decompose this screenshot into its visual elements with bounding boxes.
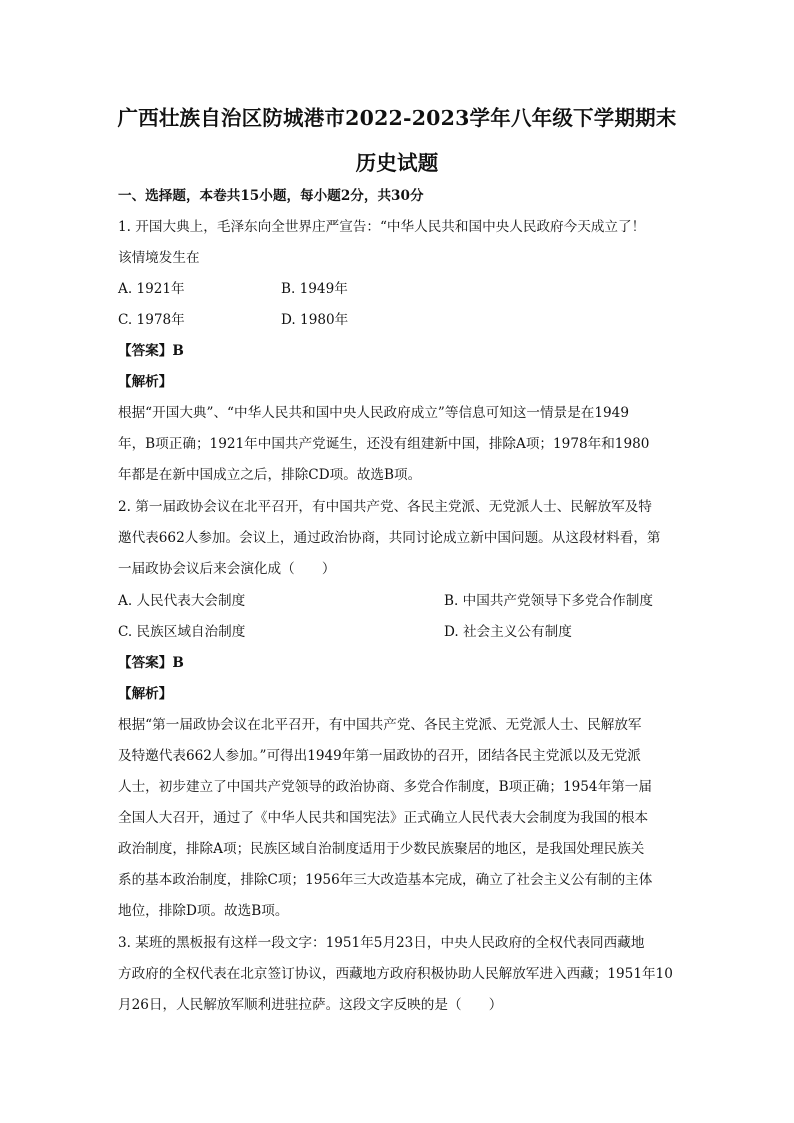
q1-option-d: D. 1980年 xyxy=(281,312,349,328)
q1-answer: 【答案】B xyxy=(118,343,184,359)
q3-stem-line1: 3. 某班的黑板报有这样一段文字：1951年5月23日，中央人民政府的全权代表同西藏地 xyxy=(118,935,645,951)
q2-analysis-line5: 政治制度，排除A项；民族区域自治制度适用于少数民族聚居的地区，是我国处理民族关 xyxy=(118,841,645,857)
q1-stem-line2: 该情境发生在 xyxy=(118,250,200,266)
q3-stem-line3: 月26日，人民解放军顺利进驻拉萨。这段文字反映的是（ ） xyxy=(118,997,503,1013)
q1-option-c: C. 1978年 xyxy=(118,312,185,328)
document-title-line2: 历史试题 xyxy=(355,151,439,175)
q1-stem-line1: 1. 开国大典上，毛泽东向全世界庄严宣告：“中华人民共和国中央人民政府今天成立了！ xyxy=(118,219,646,235)
document-title-line1: 广西壮族自治区防城港市2022-2023学年八年级下学期期末 xyxy=(117,106,677,130)
q1-analysis-line2: 年，B项正确；1921年中国共产党诞生，还没有组建新中国，排除A项；1978年和1980 xyxy=(118,436,650,452)
q1-option-a: A. 1921年 xyxy=(118,281,185,297)
q2-analysis-line3: 人士，初步建立了中国共产党领导的政治协商、多党合作制度，B项正确；1954年第一届 xyxy=(118,779,652,795)
q2-stem-line3: 一届政协会议后来会演化成（ ） xyxy=(118,561,336,577)
q2-analysis-line6: 系的基本政治制度，排除C项；1956年三大改造基本完成，确立了社会主义公有制的主体 xyxy=(118,872,653,888)
q2-stem-line2: 邀代表662人参加。会议上，通过政治协商，共同讨论成立新中国问题。从这段材料看，第 xyxy=(118,530,661,546)
q1-analysis-line3: 年都是在新中国成立之后，排除CD项。故选B项。 xyxy=(118,467,422,483)
q2-analysis-label: 【解析】 xyxy=(118,686,173,702)
q2-option-c: C. 民族区域自治制度 xyxy=(118,624,246,640)
q1-analysis-line1: 根据“开国大典”、“中华人民共和国中央人民政府成立”等信息可知这一情景是在1949 xyxy=(118,405,629,421)
q2-option-a: A. 人民代表大会制度 xyxy=(118,593,246,609)
q1-analysis-label: 【解析】 xyxy=(118,374,173,390)
q2-analysis-line2: 及特邀代表662人参加。”可得出1949年第一届政协的召开，团结各民主党派以及无党派 xyxy=(118,748,641,764)
q3-stem-line2: 方政府的全权代表在北京签订协议，西藏地方政府积极协助人民解放军进入西藏；1951年10 xyxy=(118,966,673,982)
q2-option-b: B. 中国共产党领导下多党合作制度 xyxy=(444,593,653,609)
q2-answer: 【答案】B xyxy=(118,655,184,671)
q2-analysis-line1: 根据“第一届政协会议在北平召开，有中国共产党、各民主党派、无党派人士、民解放军 xyxy=(118,717,642,733)
q2-option-d: D. 社会主义公有制度 xyxy=(444,624,572,640)
q2-analysis-line7: 地位，排除D项。故选B项。 xyxy=(118,903,289,919)
section-header: 一、选择题，本卷共15小题，每小题2分，共30分 xyxy=(118,188,424,204)
q1-option-b: B. 1949年 xyxy=(281,281,348,297)
q2-stem-line1: 2. 第一届政协会议在北平召开，有中国共产党、各民主党派、无党派人士、民解放军及特 xyxy=(118,499,652,515)
q2-analysis-line4: 全国人大召开，通过了《中华人民共和国宪法》正式确立人民代表大会制度为我国的根本 xyxy=(118,810,649,826)
